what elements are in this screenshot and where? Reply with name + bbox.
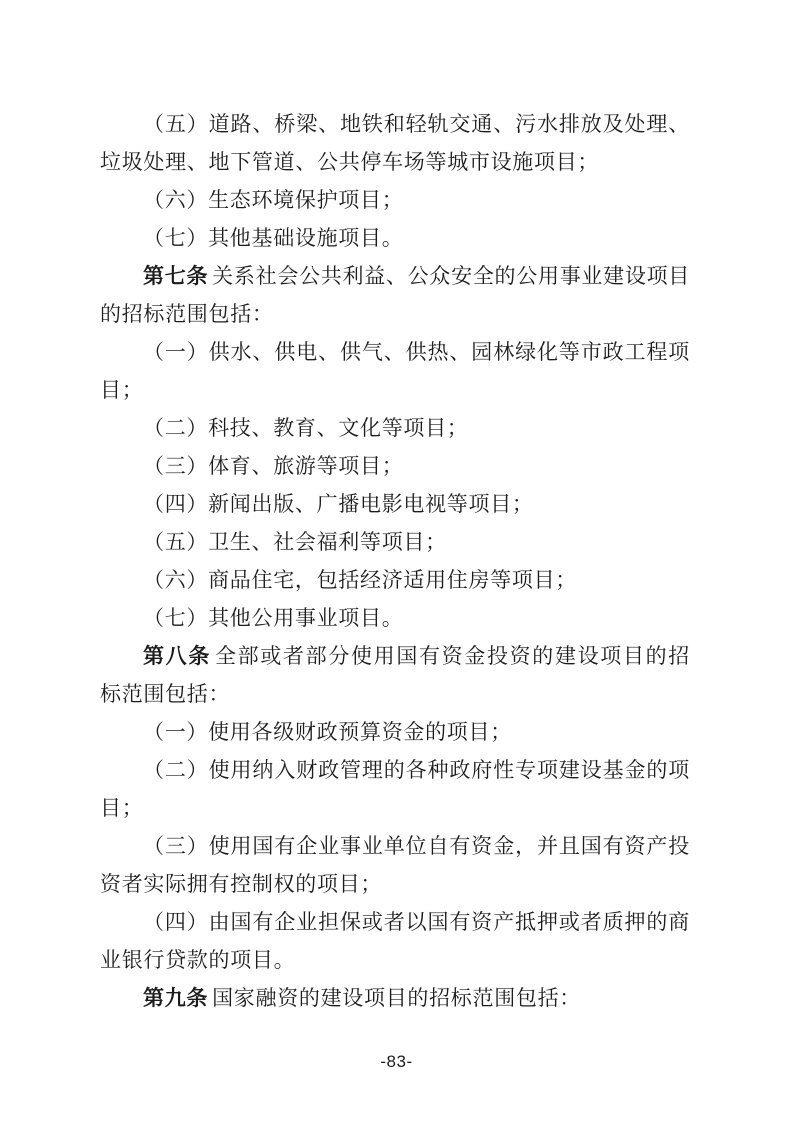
line-text: （七）其他公用事业项目。 — [143, 606, 404, 630]
text-line — [100, 865, 690, 903]
line-text: （三）使用国有企业事业单位自有资金，并且国有资产投 — [143, 834, 690, 858]
line-text: 资者实际拥有控制权的项目； — [100, 872, 383, 896]
text-line — [100, 789, 690, 827]
article-number: 第七条 — [143, 264, 209, 288]
text-line — [100, 561, 690, 599]
text-line — [100, 675, 690, 713]
line-text: （二）使用纳入财政管理的各种政府性专项建设基金的项 — [143, 758, 690, 782]
line-text: （二）科技、教育、文化等项目； — [143, 416, 469, 440]
text-line — [100, 181, 690, 219]
line-text: （四）由国有企业担保或者以国有资产抵押或者质押的商 — [143, 910, 690, 934]
line-text: （七）其他基础设施项目。 — [143, 226, 404, 250]
text-line — [100, 447, 690, 485]
page-number: -83- — [380, 1052, 413, 1071]
text-line — [100, 903, 690, 941]
text-line — [100, 333, 690, 371]
text-line — [100, 409, 690, 447]
line-text: （三）体育、旅游等项目； — [143, 454, 404, 478]
line-text: （六）商品住宅，包括经济适用住房等项目； — [143, 568, 577, 592]
text-line — [100, 485, 690, 523]
text-line — [100, 219, 690, 257]
text-line — [100, 295, 690, 333]
line-text: 目； — [100, 378, 144, 402]
line-text: （一）使用各级财政预算资金的项目； — [143, 720, 512, 744]
line-text: （五）道路、桥梁、地铁和轻轨交通、污水排放及处理、 — [143, 112, 690, 136]
text-line — [100, 523, 690, 561]
page-footer — [0, 1050, 793, 1074]
line-text: 的招标范围包括： — [100, 302, 274, 326]
text-line — [100, 713, 690, 751]
text-line — [100, 371, 690, 409]
article-heading-line — [100, 637, 690, 675]
article-heading-line — [100, 979, 690, 1017]
article-number: 第八条 — [143, 644, 211, 668]
article-heading-line — [100, 257, 690, 295]
line-text: （五）卫生、社会福利等项目； — [143, 530, 447, 554]
document-body — [100, 105, 690, 1017]
line-text: 全部或者部分使用国有资金投资的建设项目的招 — [215, 644, 690, 668]
article-number: 第九条 — [143, 986, 209, 1010]
line-text: 业银行贷款的项目。 — [100, 948, 296, 972]
line-text: （六）生态环境保护项目； — [143, 188, 404, 212]
text-line — [100, 599, 690, 637]
line-text: 目； — [100, 796, 144, 820]
line-text: （四）新闻出版、广播电影电视等项目； — [143, 492, 534, 516]
line-text: 标范围包括： — [100, 682, 231, 706]
text-line — [100, 751, 690, 789]
line-text: 关系社会公共利益、公众安全的公用事业建设项目 — [212, 264, 690, 288]
text-line — [100, 143, 690, 181]
text-line — [100, 941, 690, 979]
line-text: 垃圾处理、地下管道、公共停车场等城市设施项目； — [100, 150, 600, 174]
text-line — [100, 827, 690, 865]
line-text: （一）供水、供电、供气、供热、园林绿化等市政工程项 — [143, 340, 690, 364]
text-line — [100, 105, 690, 143]
line-text: 国家融资的建设项目的招标范围包括： — [212, 986, 582, 1010]
